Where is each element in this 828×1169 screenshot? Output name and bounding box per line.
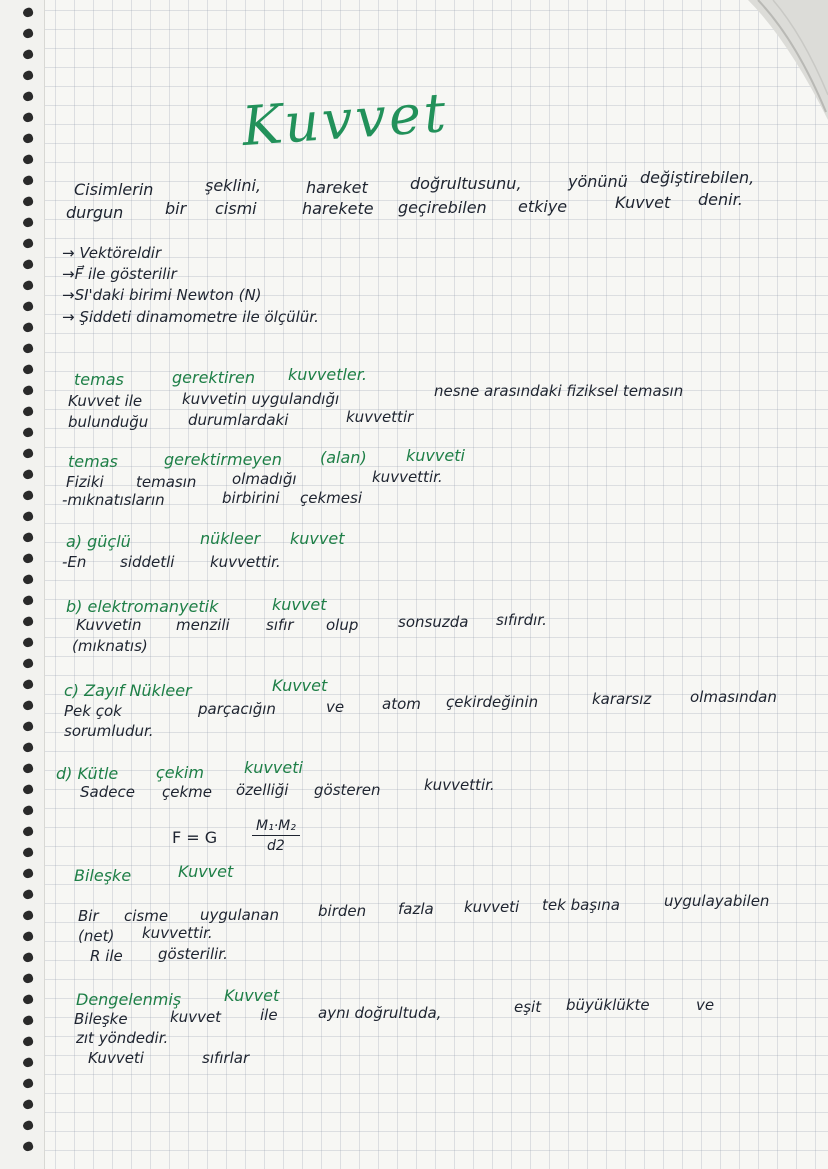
binding-hole xyxy=(22,595,34,607)
resultant-text: kuvveti xyxy=(464,898,520,916)
binding-hole xyxy=(22,973,34,985)
noncontact-text: Fiziki xyxy=(66,473,104,491)
contact-text: kuvvettir xyxy=(346,408,414,426)
contact-heading-word: temas xyxy=(74,370,124,389)
force-b-text: sıfır xyxy=(266,616,294,634)
force-b-text: sıfırdır. xyxy=(496,611,547,629)
force-a-text: kuvvettir. xyxy=(210,553,281,571)
force-d-text: özelliği xyxy=(236,781,289,799)
force-a-heading: kuvvet xyxy=(290,529,345,548)
binding-hole xyxy=(22,385,34,397)
binding-hole xyxy=(22,133,34,145)
definition-word: doğrultusunu, xyxy=(410,174,522,193)
balanced-text: Kuvveti xyxy=(88,1049,144,1067)
binding-hole xyxy=(22,742,34,754)
binding-hole xyxy=(22,343,34,355)
force-d-heading: çekim xyxy=(156,763,204,782)
contact-text: kuvvetin uygulandığı xyxy=(182,390,340,408)
formula-denominator: d2 xyxy=(267,838,285,854)
binding-hole xyxy=(22,322,34,334)
binding-hole xyxy=(22,1057,34,1069)
binding-hole xyxy=(22,175,34,187)
force-a-heading: a) güçlü xyxy=(66,532,131,551)
formula-fraction xyxy=(252,818,300,854)
force-a-text: -En xyxy=(62,553,87,571)
force-b-text: Kuvvetin xyxy=(76,616,142,634)
definition-word: yönünü xyxy=(568,172,628,191)
definition-word: geçirebilen xyxy=(398,198,487,217)
balanced-text: ile xyxy=(260,1006,278,1024)
contact-text: durumlardaki xyxy=(188,411,289,429)
force-b-text: menzili xyxy=(176,616,230,634)
binding-hole xyxy=(22,952,34,964)
force-c-heading: Kuvvet xyxy=(272,676,328,695)
balanced-text: kuvvet xyxy=(170,1008,222,1026)
contact-heading-word: kuvvetler. xyxy=(288,365,367,384)
balanced-text: sıfırlar xyxy=(202,1049,250,1067)
binding-hole xyxy=(22,1120,34,1132)
definition-word: etkiye xyxy=(518,197,568,216)
binding-hole xyxy=(22,259,34,271)
force-d-heading: d) Kütle xyxy=(56,764,119,783)
binding-hole xyxy=(22,910,34,922)
force-c-text: kararsız xyxy=(592,690,652,708)
force-a-text: siddetli xyxy=(120,553,175,571)
page-title: Kuvvet xyxy=(240,80,451,159)
binding-hole xyxy=(22,658,34,670)
binding-hole xyxy=(22,1036,34,1048)
force-a-heading: nükleer xyxy=(200,529,261,548)
binding-hole xyxy=(22,679,34,691)
binding-hole xyxy=(22,1078,34,1090)
binding-hole xyxy=(22,826,34,838)
resultant-text: uygulayabilen xyxy=(664,892,770,910)
resultant-text: R ile xyxy=(90,947,123,965)
definition-word: durgun xyxy=(66,203,124,222)
definition-word: şeklini, xyxy=(205,176,262,195)
definition-word: bir xyxy=(165,199,187,218)
binding-hole xyxy=(22,280,34,292)
binding-hole xyxy=(22,763,34,775)
force-c-text: çekirdeğinin xyxy=(446,693,539,711)
force-b-text: sonsuzda xyxy=(398,613,469,631)
force-c-text: Pek çok xyxy=(64,702,122,720)
binding-hole xyxy=(22,1141,34,1153)
binding-hole xyxy=(22,112,34,124)
resultant-text: kuvvettir. xyxy=(142,924,213,942)
binding-hole xyxy=(22,7,34,19)
force-c-text: parçacığın xyxy=(198,700,276,718)
binding-hole xyxy=(22,406,34,418)
binding-hole xyxy=(22,28,34,40)
resultant-text: (net) xyxy=(78,927,115,945)
noncontact-text: temasın xyxy=(136,473,197,491)
property-item: →F⃗ ile gösterilir xyxy=(62,265,177,283)
binding-hole xyxy=(22,1099,34,1111)
noncontact-heading-word: kuvveti xyxy=(406,446,465,465)
force-c-text: ve xyxy=(326,698,345,716)
binding-hole xyxy=(22,217,34,229)
balanced-text: eşit xyxy=(514,998,542,1016)
page-corner-curl xyxy=(718,0,828,150)
contact-heading-word: gerektiren xyxy=(172,368,255,387)
force-d-text: Sadece xyxy=(80,783,135,801)
definition-word: Cisimlerin xyxy=(74,180,154,199)
definition-word: harekete xyxy=(302,199,374,218)
force-d-text: gösteren xyxy=(314,781,381,799)
noncontact-text: -mıknatısların xyxy=(62,491,165,509)
definition-word: denir. xyxy=(698,190,743,209)
noncontact-heading-word: (alan) xyxy=(320,448,367,467)
binding-hole xyxy=(22,1015,34,1027)
force-d-text: çekme xyxy=(162,783,213,801)
force-b-heading: kuvvet xyxy=(272,595,327,614)
force-b-text: olup xyxy=(326,616,359,634)
binding-hole xyxy=(22,196,34,208)
binding-hole xyxy=(22,637,34,649)
binding-hole xyxy=(22,721,34,733)
resultant-text: tek başına xyxy=(542,896,620,914)
noncontact-heading-word: gerektirmeyen xyxy=(164,450,282,469)
definition-word: hareket xyxy=(306,178,368,197)
binding-hole xyxy=(22,70,34,82)
binding-hole xyxy=(22,889,34,901)
binding-hole xyxy=(22,49,34,61)
definition-word: değiştirebilen, xyxy=(640,168,755,187)
force-b-heading: b) elektromanyetik xyxy=(66,597,219,616)
force-c-text: sorumludur. xyxy=(64,722,154,740)
binding-hole xyxy=(22,448,34,460)
binding-hole xyxy=(22,700,34,712)
contact-text: bulunduğu xyxy=(68,413,149,431)
binding-hole xyxy=(22,553,34,565)
formula-lhs: F = G xyxy=(172,828,218,847)
balanced-text: aynı doğrultuda, xyxy=(318,1004,442,1022)
balanced-text: Bileşke xyxy=(74,1010,128,1028)
balanced-heading: Kuvvet xyxy=(224,986,280,1005)
resultant-text: uygulanan xyxy=(200,906,279,924)
binding-hole xyxy=(22,364,34,376)
binding-hole xyxy=(22,301,34,313)
binding-hole xyxy=(22,931,34,943)
definition-word: Kuvvet xyxy=(615,193,671,212)
property-item: → Şiddeti dinamometre ile ölçülür. xyxy=(62,308,319,326)
force-d-text: kuvvettir. xyxy=(424,776,495,794)
noncontact-text: kuvvettir. xyxy=(372,468,443,486)
noncontact-text: olmadığı xyxy=(232,470,297,488)
contact-text: Kuvvet ile xyxy=(68,392,143,410)
resultant-heading: Kuvvet xyxy=(178,862,234,881)
resultant-text: fazla xyxy=(398,900,434,918)
binding-hole xyxy=(22,994,34,1006)
noncontact-heading-word: temas xyxy=(68,452,118,471)
definition-word: cismi xyxy=(215,199,257,218)
noncontact-text: birbirini xyxy=(222,489,280,507)
binding-hole xyxy=(22,154,34,166)
resultant-heading: Bileşke xyxy=(74,866,132,885)
binding-hole xyxy=(22,868,34,880)
binding-hole xyxy=(22,469,34,481)
balanced-text: büyüklükte xyxy=(566,996,650,1014)
property-item: → Vektöreldir xyxy=(62,244,162,262)
resultant-text: birden xyxy=(318,902,367,920)
force-b-text: (mıknatıs) xyxy=(72,637,148,655)
binding-hole xyxy=(22,532,34,544)
resultant-text: Bir xyxy=(78,907,99,925)
binding-hole xyxy=(22,91,34,103)
force-c-text: olmasından xyxy=(690,688,777,706)
binding-hole xyxy=(22,574,34,586)
binding-hole xyxy=(22,805,34,817)
force-d-heading: kuvveti xyxy=(244,758,303,777)
formula-numerator: M₁·M₂ xyxy=(252,818,300,836)
balanced-text: ve xyxy=(696,996,715,1014)
binding-hole xyxy=(22,616,34,628)
contact-text: nesne arasındaki fiziksel temasın xyxy=(434,382,684,400)
resultant-text: gösterilir. xyxy=(158,945,228,963)
binding-hole xyxy=(22,511,34,523)
property-item: →SI'daki birimi Newton (N) xyxy=(62,286,262,304)
noncontact-text: çekmesi xyxy=(300,489,362,507)
binding-hole xyxy=(22,427,34,439)
balanced-heading: Dengelenmiş xyxy=(76,990,182,1009)
resultant-text: cisme xyxy=(124,907,169,925)
balanced-text: zıt yöndedir. xyxy=(76,1029,169,1047)
spiral-binding xyxy=(0,0,45,1169)
binding-hole xyxy=(22,238,34,250)
force-c-heading: c) Zayıf Nükleer xyxy=(64,681,192,700)
binding-hole xyxy=(22,490,34,502)
binding-hole xyxy=(22,784,34,796)
binding-hole xyxy=(22,847,34,859)
force-c-text: atom xyxy=(382,695,421,713)
